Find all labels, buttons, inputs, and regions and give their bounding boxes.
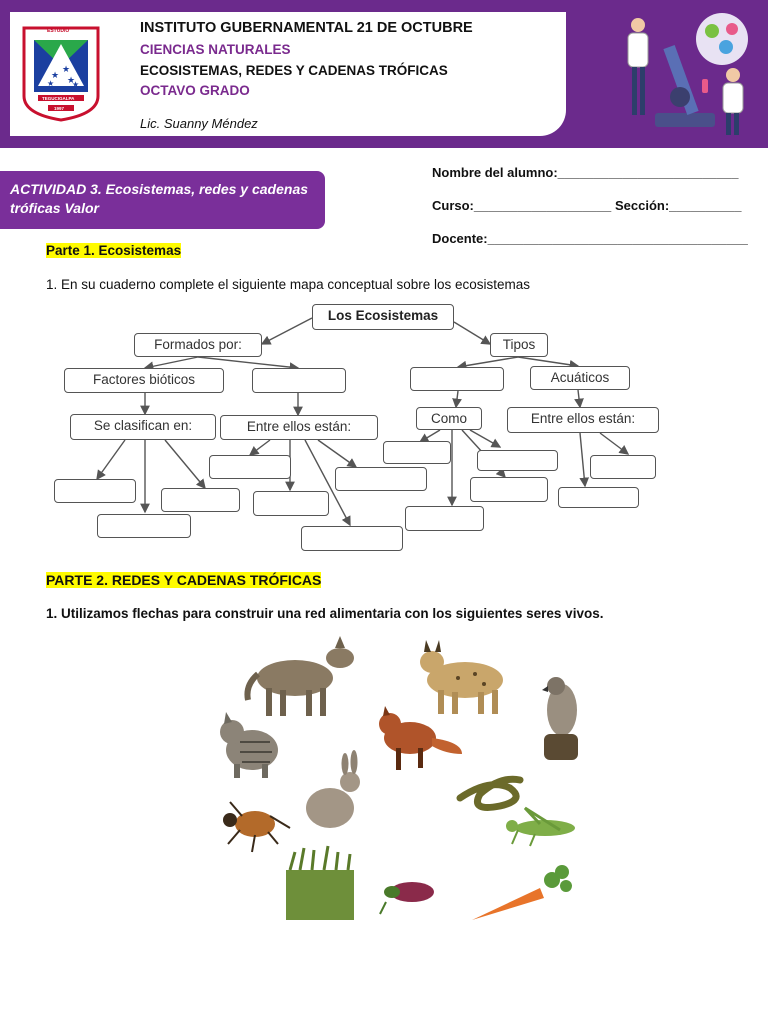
concept-formados-por: Formados por: xyxy=(134,333,262,357)
blank-box[interactable] xyxy=(590,455,656,479)
teacher-name: Lic. Suanny Méndez xyxy=(140,116,258,131)
part2-title xyxy=(46,572,321,588)
svg-text:★: ★ xyxy=(47,79,55,88)
fox-image xyxy=(379,706,462,770)
wolf-image xyxy=(247,636,354,716)
concept-root: Los Ecosistemas xyxy=(312,304,454,330)
concept-como: Como xyxy=(416,407,482,430)
section-field[interactable]: Sección:__________ xyxy=(615,198,742,213)
concept-se-clasifican: Se clasifican en: xyxy=(70,414,216,440)
carrot-image xyxy=(472,865,572,920)
svg-text:★: ★ xyxy=(67,76,76,86)
blank-box[interactable] xyxy=(252,368,346,393)
blank-box[interactable] xyxy=(97,514,191,538)
grade: OCTAVO GRADO xyxy=(140,83,250,98)
topic: ECOSISTEMAS, REDES Y CADENAS TRÓFICAS xyxy=(140,63,448,78)
blank-box[interactable] xyxy=(301,526,403,551)
grass-image xyxy=(286,846,354,920)
rabbit-image xyxy=(306,750,360,828)
concept-factores-bioticos: Factores bióticos xyxy=(64,368,224,393)
logo-text-city: TEGUCIGALPA xyxy=(42,96,75,101)
wildcat-image xyxy=(220,712,278,778)
part1-title-text: Parte 1. Ecosistemas xyxy=(46,243,182,258)
school-name: INSTITUTO GUBERNAMENTAL 21 DE OCTUBRE xyxy=(140,20,473,36)
part1-instruction: 1. En su cuaderno complete el siguiente mapa conceptual sobre los ecosistemas xyxy=(46,277,531,292)
concept-acuaticos: Acuáticos xyxy=(530,366,630,390)
svg-text:★: ★ xyxy=(62,65,71,75)
svg-text:★: ★ xyxy=(51,71,60,81)
blank-box[interactable] xyxy=(383,441,451,464)
blank-box[interactable] xyxy=(161,488,240,512)
svg-text:★: ★ xyxy=(72,80,80,89)
plant-image xyxy=(380,882,434,914)
concept-tipos: Tipos xyxy=(490,333,548,357)
activity-banner: ACTIVIDAD 3. Ecosistemas, redes y cadenas tróficas Valor xyxy=(0,171,325,229)
lynx-image xyxy=(420,640,503,714)
course-field[interactable]: Curso:___________________ xyxy=(432,198,612,213)
blank-box[interactable] xyxy=(54,479,136,503)
logo-text-top: ESTUDIO xyxy=(47,28,70,34)
teacher-field[interactable]: Docente:____________________________________ xyxy=(432,231,748,246)
beetle-image xyxy=(223,802,290,852)
student-name-field[interactable]: Nombre del alumno:_________________________ xyxy=(432,165,739,180)
part2-instruction: 1. Utilizamos flechas para construir una red alimentaria con los siguientes seres vivos. xyxy=(46,606,604,621)
hawk-image xyxy=(542,677,578,760)
subject: CIENCIAS NATURALES xyxy=(140,42,291,57)
blank-box[interactable] xyxy=(558,487,639,508)
blank-box[interactable] xyxy=(405,506,484,531)
part2-title-text: PARTE 2. REDES Y CADENAS TRÓFICAS xyxy=(46,572,322,588)
concept-entre-ellos-2: Entre ellos están: xyxy=(507,407,659,433)
blank-box[interactable] xyxy=(335,467,427,491)
blank-box[interactable] xyxy=(470,477,548,502)
grasshopper-image xyxy=(506,808,575,846)
snake-image xyxy=(460,779,520,807)
concept-entre-ellos-1: Entre ellos están: xyxy=(220,415,378,440)
blank-box[interactable] xyxy=(253,491,329,516)
food-web-illustrations xyxy=(200,630,620,930)
blank-box[interactable] xyxy=(477,450,558,471)
blank-box[interactable] xyxy=(209,455,291,479)
logo-text-year: 1997 xyxy=(54,106,65,111)
blank-box[interactable] xyxy=(410,367,504,391)
